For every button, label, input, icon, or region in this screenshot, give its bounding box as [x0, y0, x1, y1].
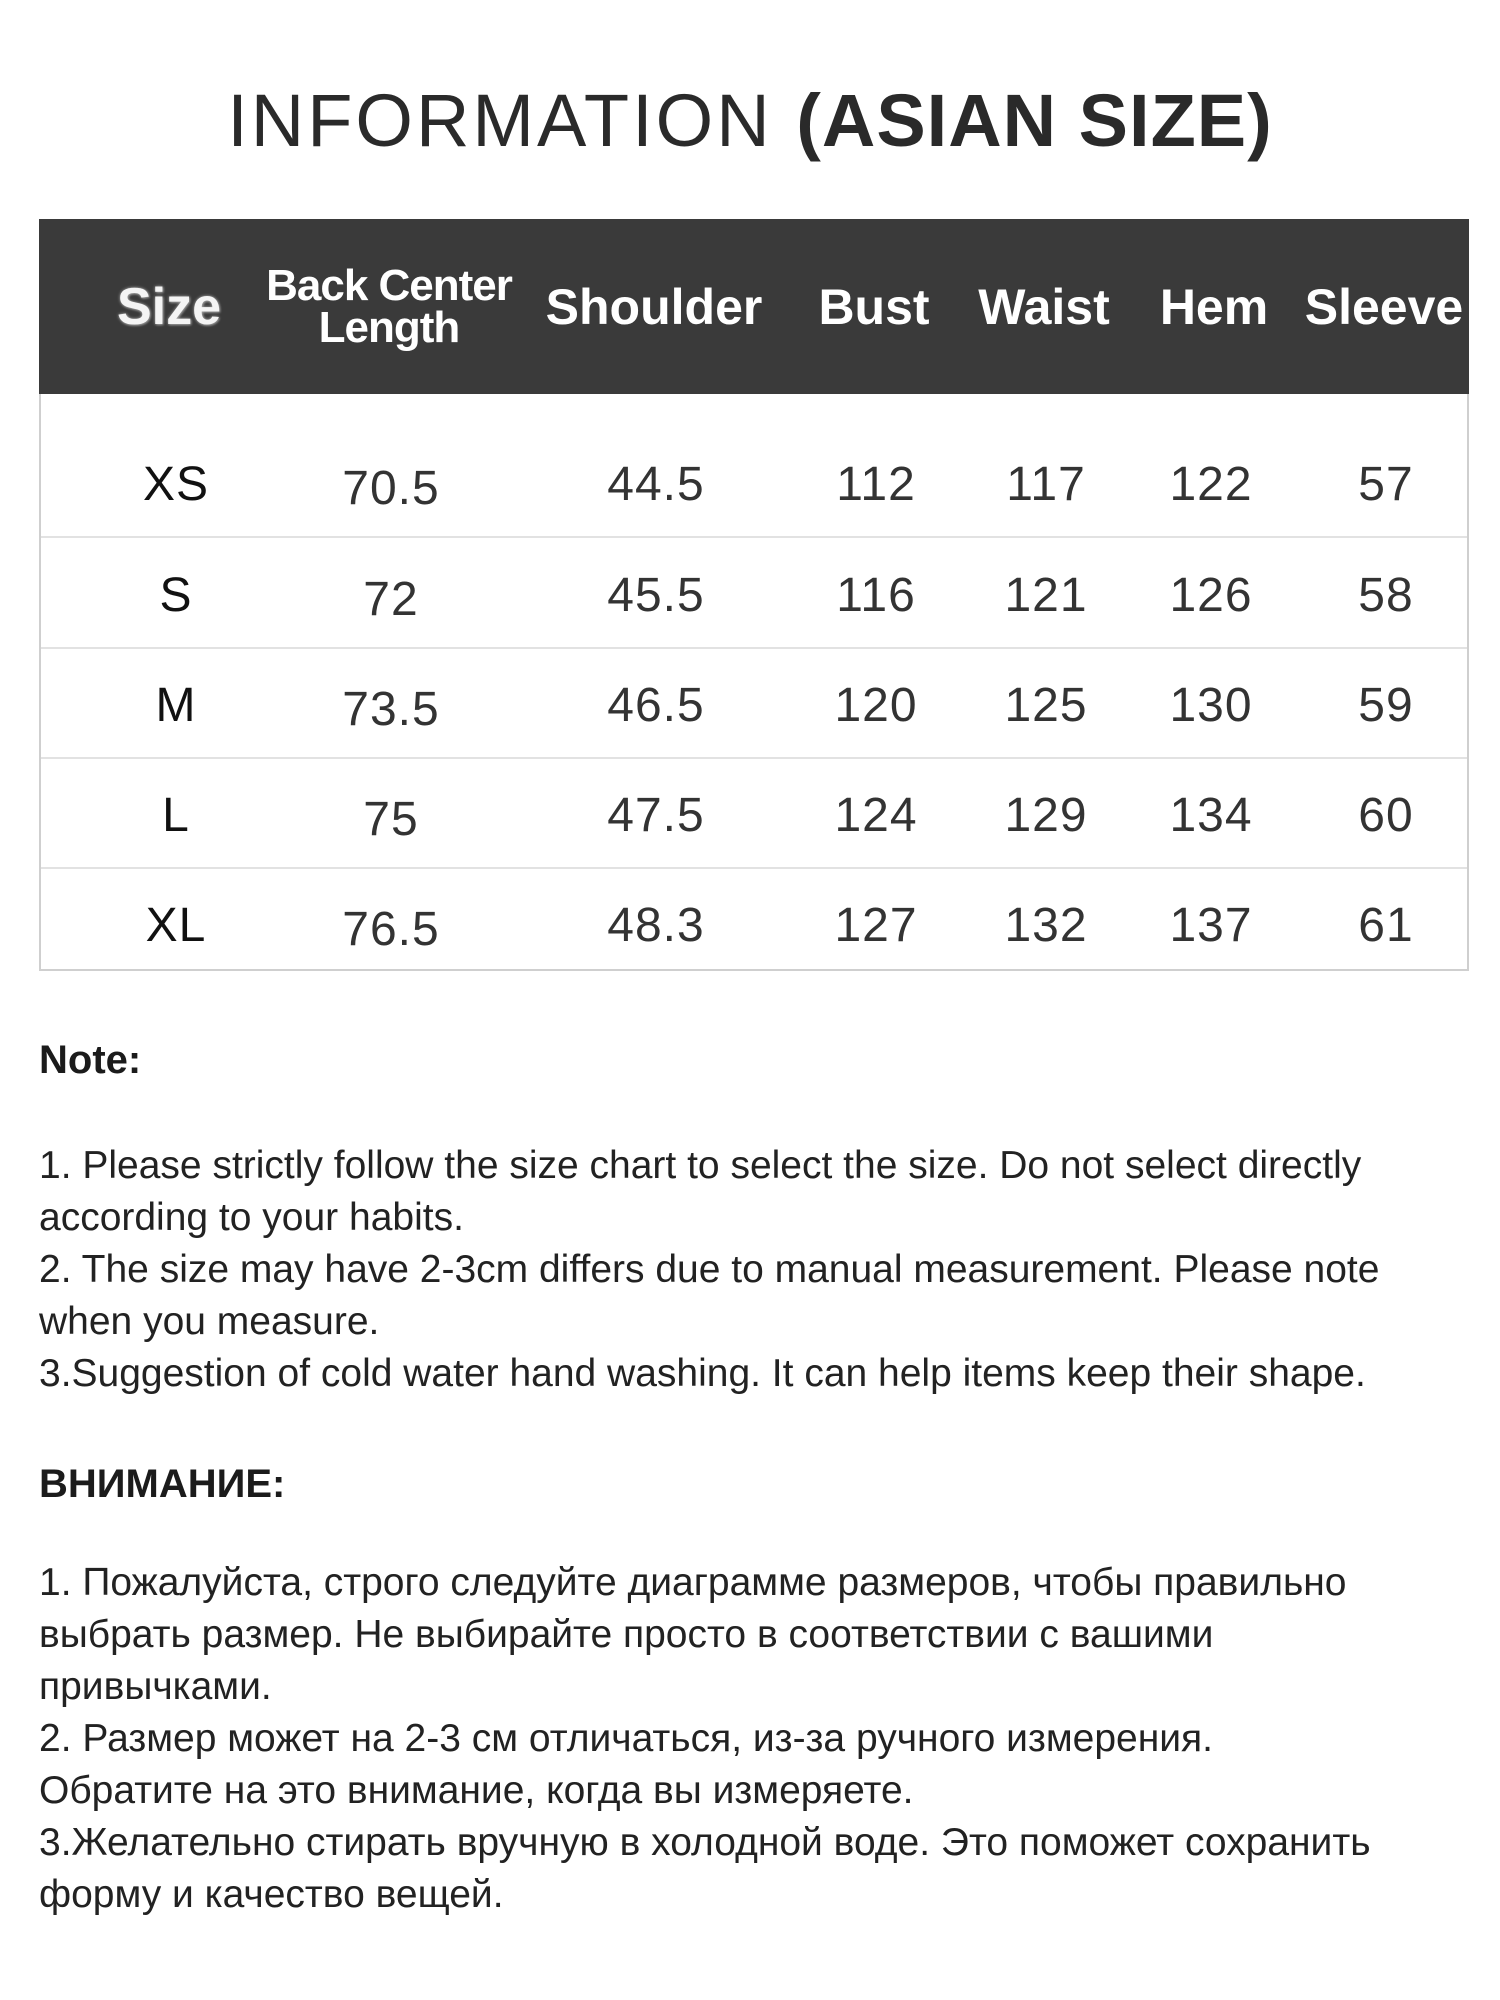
- note-paragraph: [39, 1140, 1459, 1400]
- title-size-type: (ASIAN SIZE): [796, 79, 1273, 162]
- cell-sleeve: 60: [1358, 788, 1414, 842]
- cell-bust: 124: [834, 788, 918, 842]
- header-hem: Hem: [1159, 278, 1269, 335]
- header-size: Size: [116, 277, 222, 336]
- cell-hem: 137: [1169, 898, 1253, 952]
- table-row: [41, 430, 1467, 538]
- row-divider: [41, 536, 1467, 538]
- attention-line: привычками.: [39, 1665, 272, 1708]
- header-shoulder: Shoulder: [545, 278, 763, 335]
- note-line: 1. Please strictly follow the size chart to select the size. Do not select directly: [39, 1144, 1362, 1187]
- note-line: according to your habits.: [39, 1196, 464, 1239]
- cell-hem: 130: [1169, 678, 1253, 732]
- header-bust: Bust: [818, 278, 930, 335]
- row-divider: [41, 647, 1467, 649]
- row-divider: [41, 867, 1467, 869]
- attention-heading: ВНИМАНИЕ:: [39, 1462, 286, 1506]
- cell-size: XS: [142, 457, 210, 511]
- cell-waist: 132: [1004, 898, 1088, 952]
- title-main: INFORMATION: [227, 79, 797, 162]
- cell-hem: 126: [1169, 568, 1253, 622]
- cell-size: S: [159, 568, 193, 622]
- attention-line: 2. Размер может на 2-3 см отличаться, из-за ручного измерения.: [39, 1717, 1213, 1760]
- cell-size: L: [162, 788, 190, 842]
- cell-size: XL: [145, 898, 207, 952]
- note-line: when you measure.: [39, 1300, 380, 1343]
- table-row: [41, 761, 1467, 869]
- cell-waist: 125: [1004, 678, 1088, 732]
- cell-bust: 127: [834, 898, 918, 952]
- table-row: [41, 541, 1467, 649]
- cell-back-center-length: 70.5: [342, 461, 440, 515]
- cell-waist: 121: [1004, 568, 1088, 622]
- attention-line: выбрать размер. Не выбирайте просто в соответствии с вашими: [39, 1613, 1214, 1656]
- cell-back-center-length: 73.5: [342, 682, 440, 736]
- cell-size: M: [155, 678, 197, 732]
- cell-back-center-length: 72: [363, 572, 419, 626]
- cell-shoulder: 48.3: [607, 898, 705, 952]
- cell-shoulder: 45.5: [607, 568, 705, 622]
- cell-bust: 120: [834, 678, 918, 732]
- cell-bust: 112: [836, 457, 916, 511]
- cell-sleeve: 61: [1358, 898, 1414, 952]
- cell-bust: 116: [836, 568, 916, 622]
- page-title: [0, 78, 1500, 163]
- header-sleeve: Sleeve: [1304, 278, 1464, 335]
- size-chart-table: [39, 219, 1469, 971]
- table-row: [41, 651, 1467, 759]
- table-header-row: [39, 219, 1469, 394]
- attention-line: 3.Желательно стирать вручную в холодной воде. Это поможет сохранить: [39, 1821, 1371, 1864]
- note-line: 3.Suggestion of cold water hand washing. It can help items keep their shape.: [39, 1352, 1366, 1395]
- table-row: [41, 871, 1467, 979]
- row-divider: [41, 757, 1467, 759]
- cell-back-center-length: 75: [363, 792, 419, 846]
- note-line: 2. The size may have 2-3cm differs due to manual measurement. Please note: [39, 1248, 1380, 1291]
- cell-hem: 122: [1169, 457, 1253, 511]
- cell-shoulder: 47.5: [607, 788, 705, 842]
- header-back-center-length: Back Center Length: [266, 260, 512, 352]
- attention-line: 1. Пожалуйста, строго следуйте диаграмме размеров, чтобы правильно: [39, 1561, 1347, 1604]
- attention-line: форму и качество вещей.: [39, 1873, 504, 1916]
- header-waist: Waist: [978, 278, 1110, 335]
- cell-hem: 134: [1169, 788, 1253, 842]
- cell-sleeve: 57: [1358, 457, 1414, 511]
- note-heading: Note:: [39, 1038, 142, 1082]
- cell-back-center-length: 76.5: [342, 902, 440, 956]
- cell-shoulder: 46.5: [607, 678, 705, 732]
- cell-waist: 129: [1004, 788, 1088, 842]
- attention-line: Обратите на это внимание, когда вы измеряете.: [39, 1769, 914, 1812]
- attention-paragraph: [39, 1557, 1459, 1921]
- cell-sleeve: 59: [1358, 678, 1414, 732]
- cell-shoulder: 44.5: [607, 457, 705, 511]
- cell-waist: 117: [1006, 457, 1086, 511]
- cell-sleeve: 58: [1358, 568, 1414, 622]
